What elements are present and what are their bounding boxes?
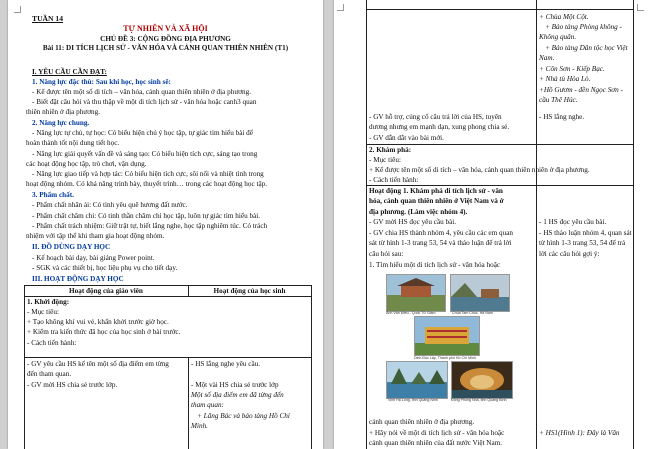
van-mieu-photo (386, 274, 446, 312)
topic-title: CHỦ ĐỀ 3: CỘNG ĐỒNG ĐỊA PHƯƠNG (100, 35, 231, 43)
text-line: +Hồ Gươm - đền Ngọc Sơn - (539, 86, 623, 94)
text-line: + Lăng Bác và bảo tàng Hồ Chí (197, 412, 290, 420)
text-line: - Mục tiêu: (27, 308, 59, 316)
photo-caption: Vịnh Hạ Long, tỉnh Quảng Ninh (388, 398, 438, 402)
photo-caption: Động Phong Nha, tỉnh Quảng Bình (451, 398, 507, 402)
text-line: - Năng lực giải quyết vấn đề và sáng tạo: Có biểu hiện tích cực, sáng tạo trong (32, 150, 258, 158)
text-line: sát từ hình 1-3 trang 53, 54 và thảo luận để trả lời (369, 239, 512, 247)
subject-title: TỰ NHIÊN VÀ XÃ HỘI (123, 24, 208, 33)
text-line: các hoạt động học tập, trò chơi, vận dụng. (26, 160, 147, 168)
table-border (311, 285, 312, 449)
text-line: - Phẩm chất nhân ái: Có tình yêu quê hương đất nước. (32, 201, 188, 209)
text-line: - GV mời HS đọc yêu cầu bài. (369, 218, 457, 226)
table-border (366, 9, 633, 10)
text-line: + Tạo không khí vui vẻ, khấn khởi trước giờ học. (27, 318, 169, 326)
text-line: Minh. (191, 422, 208, 430)
section-requirements-heading: I. YÊU CẦU CẦN ĐẠT: (32, 68, 107, 76)
text-line: - HS thảo luận nhóm 4, quan sát (539, 229, 632, 237)
text-line: - Kế hoạch bài dạy, bài giảng Power point. (32, 254, 155, 262)
table-border (366, 185, 633, 186)
text-line: + Côn Sơn - Kiếp Bạc. (539, 65, 605, 73)
text-line: - Cách tiến hành: (27, 339, 77, 347)
table-border (24, 296, 311, 297)
text-line: thiên nhiên ở địa phương. (26, 108, 100, 116)
text-line: Không quân. (539, 33, 577, 41)
activities-heading: III. HOẠT ĐỘNG DẠY HỌC (32, 275, 124, 283)
text-line: - GV mời HS chia sẻ trước lớp. (27, 381, 118, 389)
text-line: dương nhưng em mạnh dạn, xung phong chia sẻ. (369, 123, 510, 131)
text-line: - Biết đặt câu hỏi và thu thập về một di tích lịch sử - văn hóa hoặc canh3 quan (32, 98, 257, 106)
activity-1-heading: hóa, cảnh quan thiên nhiên ở Việt Nam và ở (369, 197, 504, 205)
dinh-doc-lap-photo (414, 316, 480, 356)
text-line: nhiệm với tập thể khi tham gia hoạt động nhóm. (26, 232, 165, 240)
activity-1-heading: địa phương. (Làm việc nhóm 4). (369, 208, 468, 216)
tools-heading: II. ĐỒ DÙNG DẠY HỌC (32, 243, 111, 251)
text-line: Nam. (539, 54, 555, 62)
common-ability-heading: 2. Năng lực chung. (32, 119, 90, 127)
text-line: - Năng lực giao tiếp và hợp tác: Có biểu hiện tích cực, sôi nổi và nhiệt tình trong (32, 170, 264, 178)
text-line: tham quan: (191, 401, 224, 409)
text-line: + HS1(Hình 1): Đây là Văn (539, 429, 620, 437)
warmup-heading: 1. Khởi động: (27, 298, 70, 306)
text-line: - Mục tiêu: (369, 156, 401, 164)
photo-caption: Dinh Độc Lập, Thành phố Hồ Chí Minh (414, 356, 476, 360)
page-corner-mark (337, 4, 344, 11)
text-line: - 1 HS đọc yêu cầu bài. (539, 218, 607, 226)
tam-chuc-photo (450, 274, 510, 312)
text-line: đến tham quan. (27, 370, 72, 378)
text-line: - Phẩm chất trách nhiệm: Giữ trật tự, biết lắng nghe, học tập nghiêm túc. Có trách (32, 222, 268, 230)
table-border (24, 285, 25, 449)
text-line: cầu Thê Húc. (539, 96, 578, 104)
text-line: + Chùa Một Cột. (539, 13, 589, 21)
text-line: câu hỏi sau: (369, 250, 404, 258)
page-corner-mark (14, 6, 21, 13)
text-line: + Kể được tên một số di tích – văn hóa, cảnh quan thiên nhiên ở địa phương. (369, 166, 590, 174)
text-line: + Nhà tù Hỏa Lò. (539, 75, 591, 83)
text-line: - GV dẫn dắt vào bài mới. (369, 134, 444, 142)
text-line: + Kiểm tra kiến thức đã học của học sinh ở bài trước. (27, 328, 181, 336)
text-line: - GV hỗ trợ, củng cố câu trả lời của HS, tuyên (369, 113, 502, 121)
table-border (24, 285, 311, 286)
table-border (366, 0, 367, 449)
text-line: + Bảo tàng Dân tộc học Việt (545, 44, 628, 52)
text-line: - SGK và các thiết bị, học liệu phụ vụ cho tiết dạy. (32, 264, 178, 272)
text-line: hoạt động nhóm. Có khả năng trình bày, thuyết trình… trong các hoạt động học tập. (26, 180, 268, 188)
text-line: cảnh quan thiên nhiên ở địa phương. (369, 418, 475, 426)
text-line: - Một vài HS chia sẻ trước lớp (191, 381, 279, 389)
text-line: - GV yêu cầu HS kể tên một số địa điểm em từng (27, 360, 169, 368)
text-line: Một số địa điểm em đã từng đến (191, 391, 284, 399)
text-line: - HS lắng nghe yêu cầu. (191, 360, 261, 368)
text-line: - Năng lực tự chủ, tự học: Có biểu hiện chú ý học tập, tự giác tìm hiểu bài để (32, 129, 253, 137)
table-header-teacher: Hoạt động của giáo viên (69, 287, 143, 295)
photo-caption: Ảnh Văn Miếu - Quốc Tử Giám (386, 311, 436, 315)
table-border (188, 357, 189, 449)
text-line: - HS lắng nghe. (539, 113, 585, 121)
text-line: 1. Tìm hiểu một di tích lịch sử - văn hóa hoặc (369, 261, 501, 269)
text-line: - Kể được tên một số di tích – văn hóa, cảnh quan thiên nhiên ở địa phương. (32, 88, 251, 96)
text-line: - GV chia HS thành nhóm 4, yêu cầu các em quan (369, 229, 513, 237)
table-border (24, 357, 311, 358)
table-header-student: Hoạt động của học sinh (213, 287, 286, 295)
quality-heading: 3. Phẩm chất. (32, 191, 74, 199)
activity-1-heading: Hoạt động 1. Khám phá di tích lịch sử - văn (369, 187, 503, 195)
lesson-title: Bài 11: DI TÍCH LỊCH SỬ - VĂN HÓA VÀ CẢNH QUAN THIÊN NHIÊN (T1) (42, 44, 289, 52)
text-line: - Phẩm chất chăm chỉ: Có tinh thần chăm chỉ học tập, luôn tự giác tìm hiểu bài. (32, 212, 261, 220)
table-border (366, 144, 633, 145)
text-line: + Hãy nói về một di tích lịch sử - văn hóa hoặc (369, 429, 505, 437)
phong-nha-cave-photo (451, 361, 513, 399)
document-page-2 (334, 0, 650, 449)
text-line: từ hình 1-3 trang 53, 54 để trả (539, 239, 626, 247)
explore-heading: 2. Khám phá: (369, 146, 412, 154)
ha-long-bay-photo (386, 361, 448, 399)
table-border (633, 0, 634, 449)
photo-caption: Chùa Tam Chúc, Hà Nam (452, 311, 493, 315)
specific-ability-heading: 1. Năng lực đặc thù: Sau khi học, học sinh sẽ: (32, 78, 171, 86)
text-line: cảnh quan thiên nhiên của đất nước Việt Nam. (369, 439, 503, 447)
table-border (536, 0, 537, 449)
text-line: + Bảo tàng Phòng không - (545, 23, 622, 31)
text-line: - Cách tiến hành: (369, 176, 419, 184)
text-line: lời các câu hỏi gợi ý: (539, 250, 600, 258)
page-corner-mark (637, 4, 644, 11)
week-label: TUẦN 14 (32, 14, 64, 23)
document-page-1 (8, 0, 323, 449)
text-line: hoàn thành tốt nội dung tiết học. (26, 139, 120, 147)
